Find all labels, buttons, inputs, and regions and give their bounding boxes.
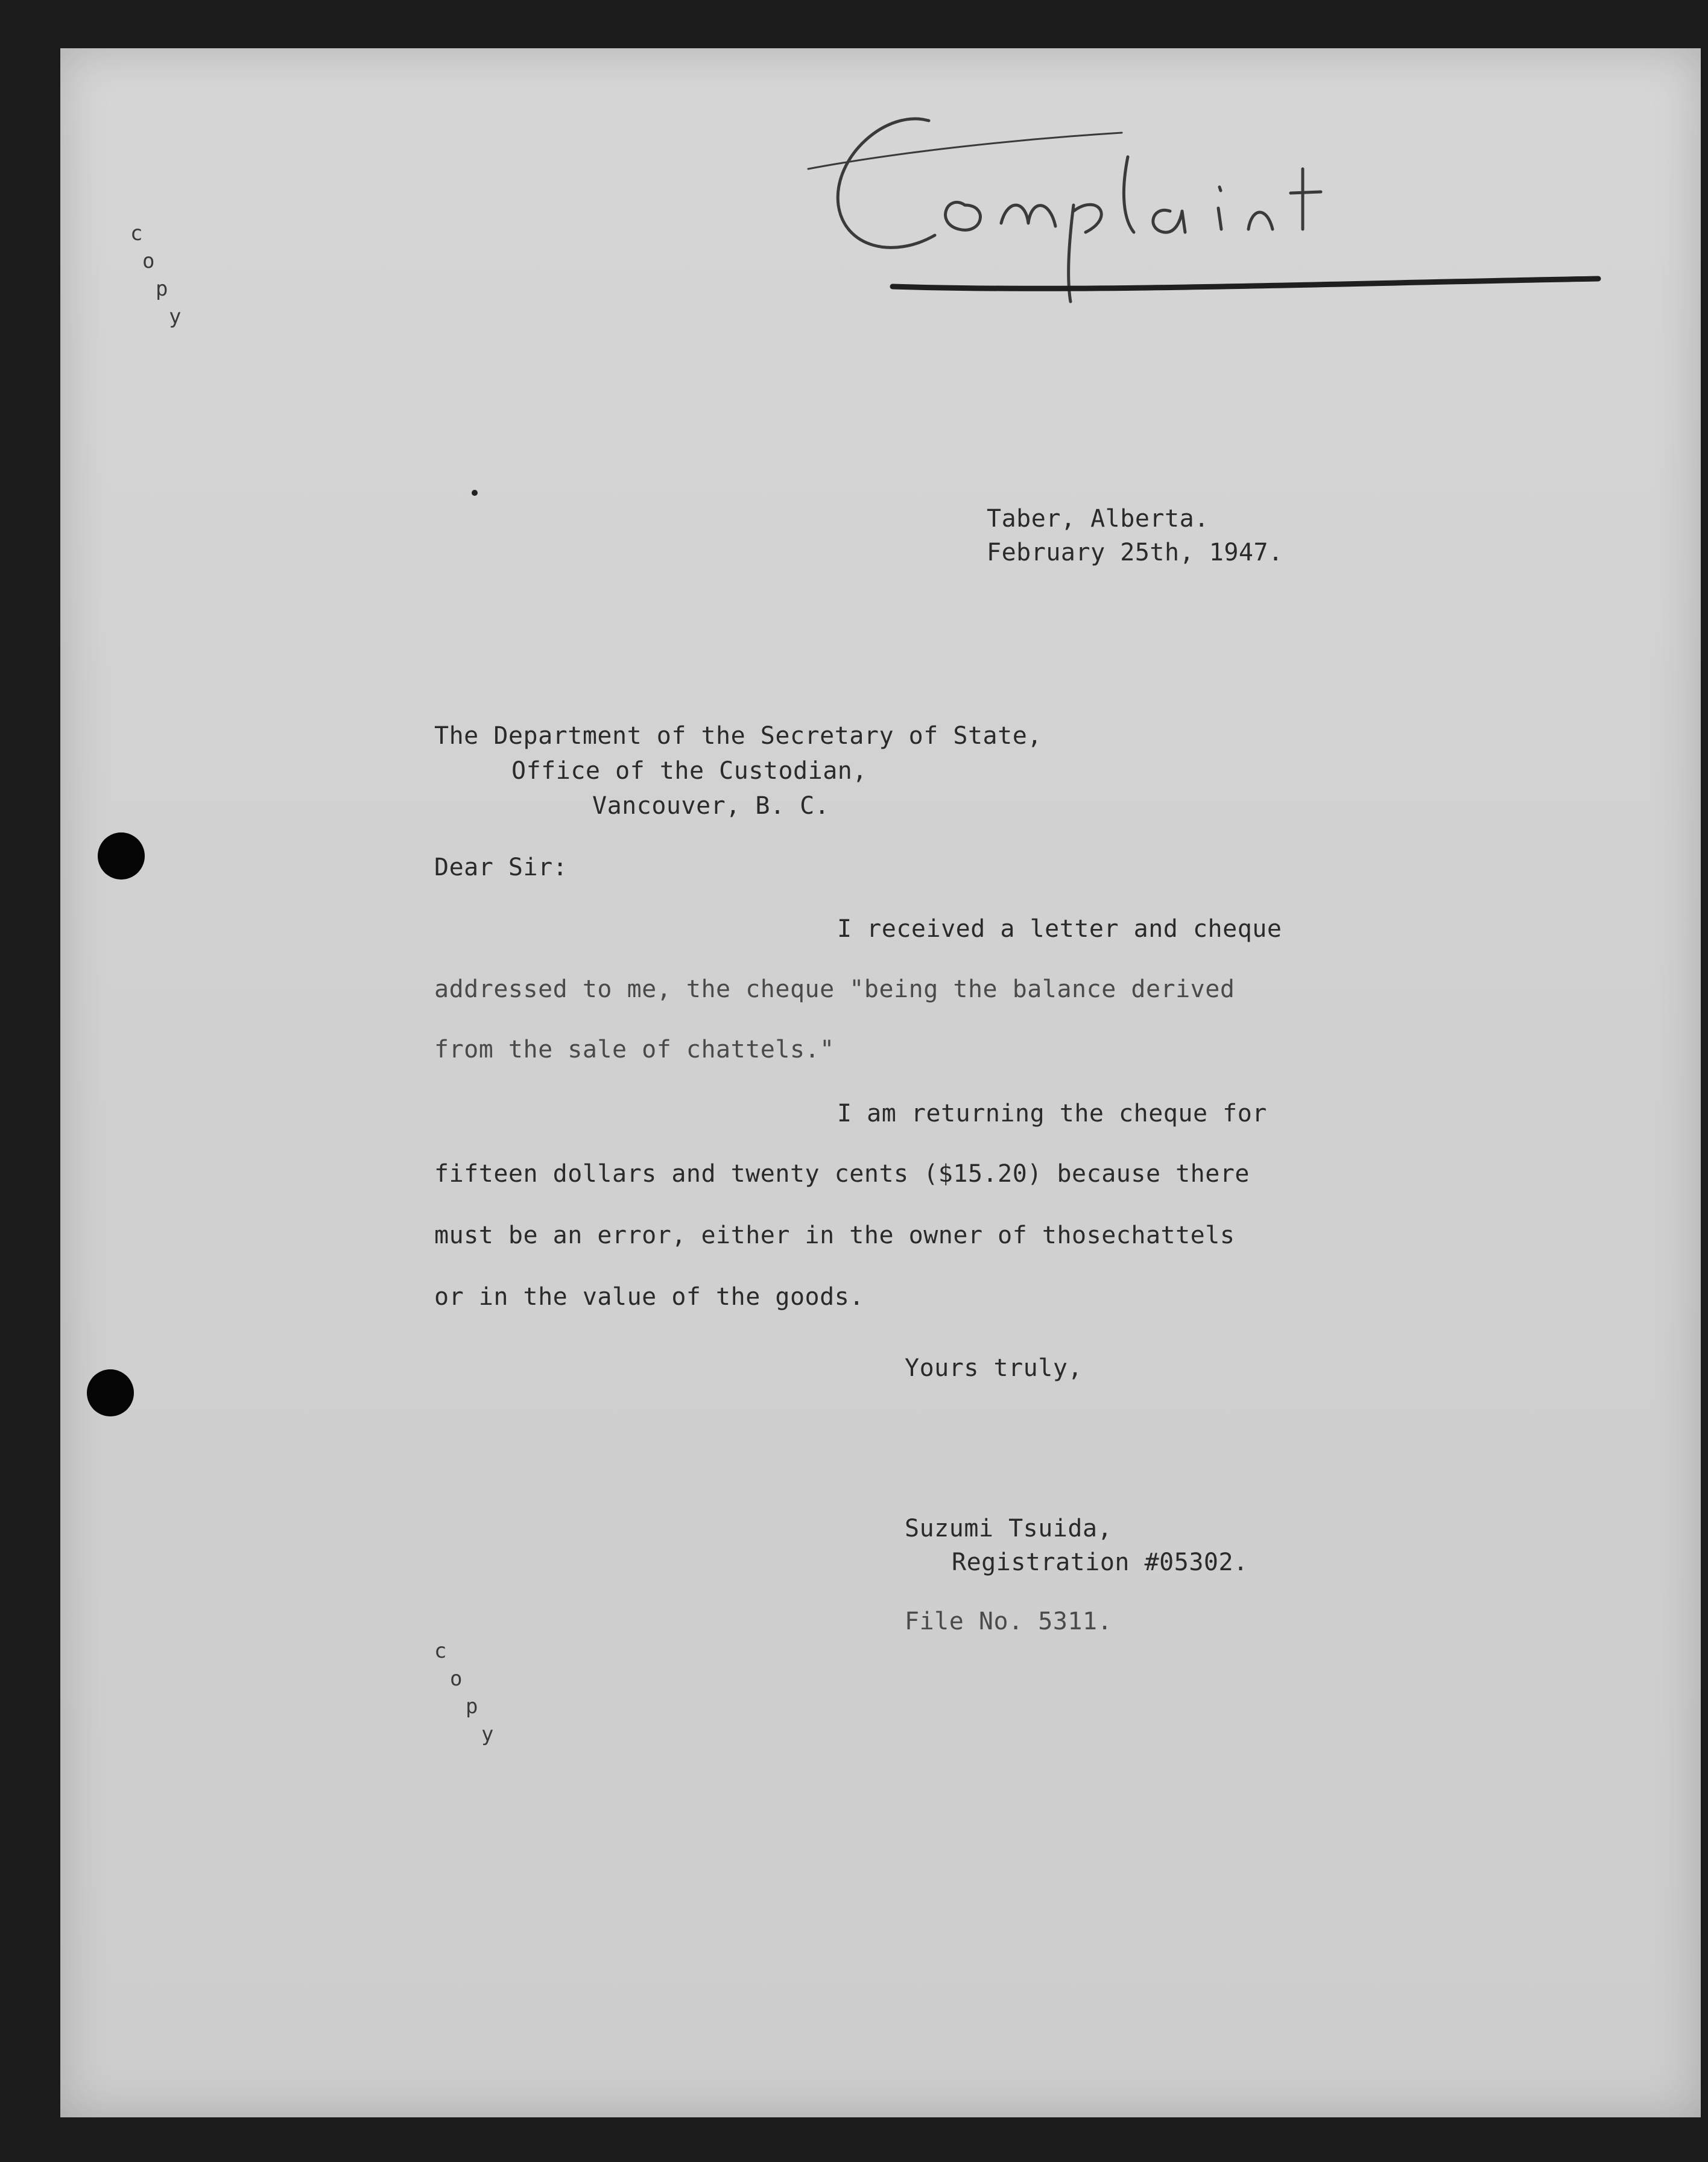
copy-mark-letter: o (450, 1667, 463, 1691)
addressee-line-3: Vancouver, B. C. (592, 792, 830, 820)
paragraph-1-line-1: I received a letter and cheque (837, 915, 1282, 943)
paragraph-2-line-2: fifteen dollars and twenty cents ($15.20) because there (434, 1160, 1250, 1188)
copy-mark-letter: o (142, 249, 155, 273)
closing: Yours truly, (905, 1354, 1083, 1382)
letter-sheet (60, 48, 1701, 2117)
paragraph-2-line-1: I am returning the cheque for (837, 1100, 1267, 1127)
paragraph-2-line-3: must be an error, either in the owner of thosechattels (434, 1222, 1235, 1249)
letter-place: Taber, Alberta. (987, 505, 1209, 533)
addressee-line-2: Office of the Custodian, (511, 757, 867, 785)
copy-mark-letter: y (481, 1722, 494, 1746)
punch-hole-top (98, 832, 145, 880)
salutation: Dear Sir: (434, 854, 568, 881)
registration-number: Registration #05302. (952, 1549, 1248, 1576)
copy-mark-letter: c (434, 1639, 447, 1663)
paragraph-1-line-2: addressed to me, the cheque "being the balance derived (434, 975, 1235, 1003)
copy-mark-letter: y (169, 305, 182, 329)
signature-name: Suzumi Tsuida, (905, 1515, 1113, 1542)
file-number: File No. 5311. (905, 1608, 1113, 1635)
stray-dot (472, 490, 478, 496)
paragraph-1-line-3: from the sale of chattels." (434, 1036, 835, 1064)
copy-mark-letter: p (466, 1694, 478, 1719)
copy-mark-letter: p (156, 277, 168, 301)
punch-hole-bottom (87, 1369, 134, 1416)
letter-date: February 25th, 1947. (987, 539, 1283, 566)
copy-mark-letter: c (130, 221, 143, 246)
handwritten-complaint-annotation (784, 84, 1659, 314)
paragraph-2-line-4: or in the value of the goods. (434, 1283, 864, 1311)
addressee-line-1: The Department of the Secretary of State, (434, 722, 1042, 750)
